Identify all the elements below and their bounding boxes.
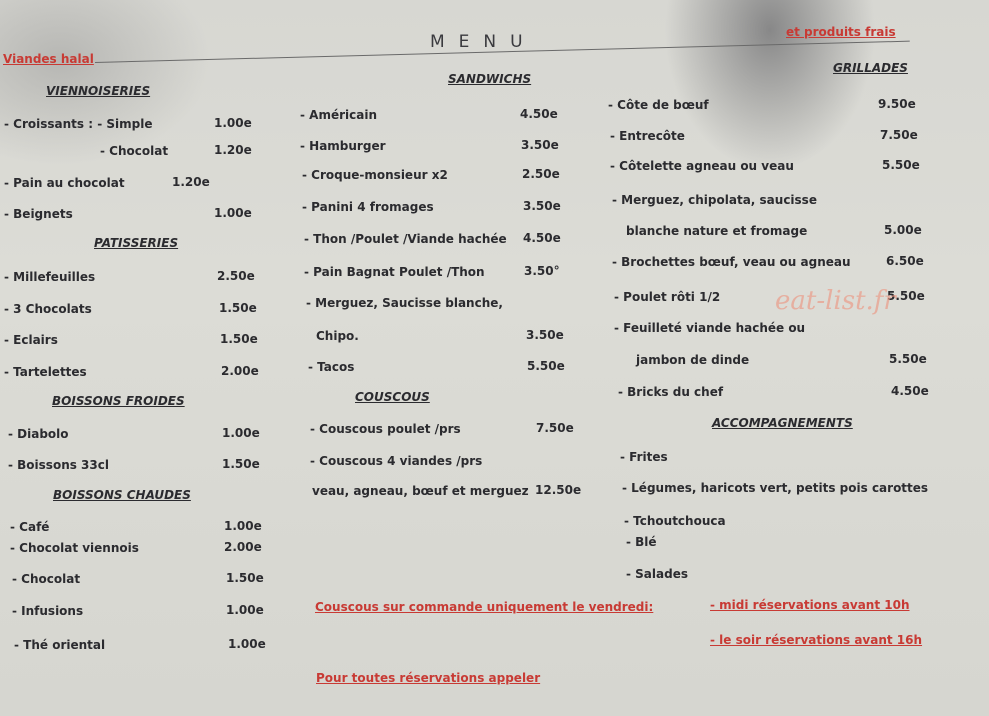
menu-item-name: - Hamburger <box>300 139 386 153</box>
halal-note: Viandes halal <box>3 52 94 66</box>
menu-item-name: - Pain Bagnat Poulet /Thon <box>304 265 485 279</box>
menu-item-price: 5.50e <box>889 352 927 366</box>
menu-item-name: - 3 Chocolats <box>4 302 92 316</box>
section-heading: SANDWICHS <box>448 72 532 86</box>
menu-item-price: 4.50e <box>891 384 929 398</box>
menu-item-price: 1.00e <box>226 603 264 617</box>
menu-item-name: - Thon /Poulet /Viande hachée <box>304 232 507 246</box>
menu-item-name: - Thé oriental <box>14 638 106 652</box>
menu-item-name: - Bricks du chef <box>618 385 724 399</box>
menu-item-price: 1.00e <box>222 426 260 440</box>
fresh-products-note: et produits frais <box>786 25 896 39</box>
menu-item-name: - Salades <box>626 567 688 581</box>
section-heading: COUSCOUS <box>355 390 430 404</box>
menu-item-name: - Chocolat viennois <box>10 541 139 555</box>
menu-item-price: 1.50e <box>222 457 260 471</box>
menu-item-name: jambon de dinde <box>636 353 750 367</box>
menu-item-name: - Eclairs <box>4 333 58 347</box>
menu-item-price: 7.50e <box>880 128 918 142</box>
menu-item-price: 1.00e <box>214 116 252 130</box>
midi-reservation-note: - midi réservations avant 10h <box>710 598 910 612</box>
menu-item-price: 5.50e <box>527 359 565 373</box>
menu-item-price: 1.20e <box>214 143 252 157</box>
menu-item-name: - Millefeuilles <box>4 270 96 284</box>
menu-item-price: 5.50e <box>882 158 920 172</box>
section-heading: PATISSERIES <box>94 236 179 250</box>
menu-item-price: 5.50e <box>887 289 925 303</box>
reservation-call-note: Pour toutes réservations appeler <box>316 671 541 685</box>
menu-item-name: - Café <box>10 520 50 534</box>
menu-item-price: 1.50e <box>226 571 264 585</box>
menu-item-price: 9.50e <box>878 97 916 111</box>
menu-item-price: 2.50e <box>522 167 560 181</box>
menu-item-name: - Feuilleté viande hachée ou <box>614 321 806 335</box>
menu-item-name: - Boissons 33cl <box>8 458 109 472</box>
menu-item-name: - Pain au chocolat <box>4 176 125 190</box>
menu-item-name: - Entrecôte <box>610 129 685 143</box>
menu-item-price: 1.00e <box>214 206 252 220</box>
menu-item-price: 2.50e <box>217 269 255 283</box>
menu-item-name: - Croissants : - Simple <box>4 117 153 131</box>
menu-item-price: 3.50e <box>523 199 561 213</box>
section-heading: BOISSONS FROIDES <box>52 394 185 408</box>
menu-item-name: - Légumes, haricots vert, petits pois carottes <box>622 481 929 495</box>
menu-item-name: - Croque-monsieur x2 <box>302 168 448 182</box>
couscous-order-note: Couscous sur commande uniquement le vendredi: <box>315 600 654 614</box>
section-heading: VIENNOISERIES <box>46 84 151 98</box>
menu-item-price: 2.00e <box>221 364 259 378</box>
menu-item-name: - Diabolo <box>8 427 69 441</box>
menu-item-name: veau, agneau, bœuf et merguez <box>312 484 529 498</box>
menu-item-name: - Côte de bœuf <box>608 98 709 112</box>
menu-item-price: 3.50e <box>526 328 564 342</box>
section-heading: GRILLADES <box>833 61 908 75</box>
menu-item-name: - Américain <box>300 108 377 122</box>
menu-item-name: - Chocolat <box>12 572 81 586</box>
menu-item-price: 7.50e <box>536 421 574 435</box>
menu-item-price: 12.50e <box>535 483 582 497</box>
menu-item-price: 4.50e <box>523 231 561 245</box>
menu-item-price: 5.00e <box>884 223 922 237</box>
menu-item-name: - Frites <box>620 450 668 464</box>
section-heading: BOISSONS CHAUDES <box>53 488 191 502</box>
menu-item-price: 3.50° <box>524 264 560 278</box>
section-heading: ACCOMPAGNEMENTS <box>712 416 853 430</box>
menu-item-price: 6.50e <box>886 254 924 268</box>
menu-item-name: - Merguez, Saucisse blanche, <box>306 296 503 310</box>
menu-item-name: - Tartelettes <box>4 365 87 379</box>
menu-item-price: 1.00e <box>224 519 262 533</box>
menu-item-name: - Couscous poulet /prs <box>310 422 461 436</box>
menu-title: MENU <box>430 32 537 52</box>
menu-item-name: Chipo. <box>316 329 359 343</box>
menu-item-name: - Blé <box>626 535 657 549</box>
menu-item-price: 1.20e <box>172 175 210 189</box>
menu-item-name: - Merguez, chipolata, saucisse <box>612 193 817 207</box>
menu-item-price: 1.00e <box>228 637 266 651</box>
menu-item-name: - Infusions <box>12 604 84 618</box>
menu-item-price: 1.50e <box>220 332 258 346</box>
menu-item-name: - Brochettes bœuf, veau ou agneau <box>612 255 851 269</box>
menu-item-name: - Couscous 4 viandes /prs <box>310 454 483 468</box>
soir-reservation-note: - le soir réservations avant 16h <box>710 633 923 647</box>
watermark-logo: eat-list.fr <box>775 286 896 316</box>
menu-item-name: - Chocolat <box>100 144 169 158</box>
menu-item-name: blanche nature et fromage <box>626 224 808 238</box>
menu-item-price: 3.50e <box>521 138 559 152</box>
menu-item-price: 4.50e <box>520 107 558 121</box>
menu-item-name: - Beignets <box>4 207 73 221</box>
menu-item-name: - Côtelette agneau ou veau <box>610 159 794 173</box>
menu-item-price: 2.00e <box>224 540 262 554</box>
menu-item-name: - Tacos <box>308 360 355 374</box>
menu-item-name: - Poulet rôti 1/2 <box>614 290 721 304</box>
menu-item-name: - Panini 4 fromages <box>302 200 434 214</box>
menu-item-name: - Tchoutchouca <box>624 514 726 528</box>
menu-item-price: 1.50e <box>219 301 257 315</box>
